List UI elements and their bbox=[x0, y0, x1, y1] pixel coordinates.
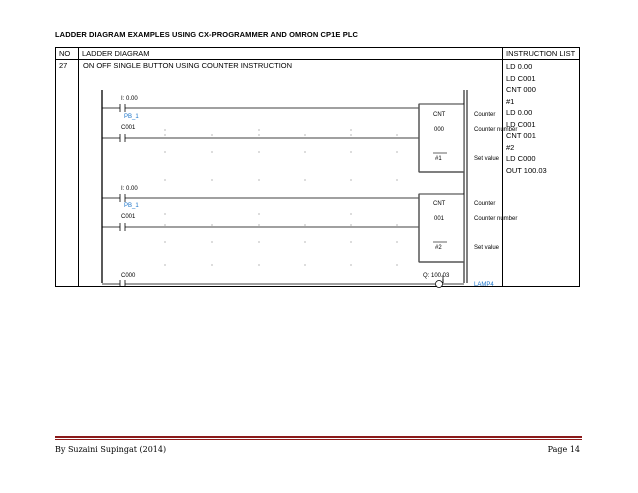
instruction-line: LD C001 bbox=[506, 73, 536, 83]
ladder-example-table bbox=[55, 47, 580, 287]
rung3-coil-icon bbox=[436, 281, 443, 288]
rung1-side-counter: Counter bbox=[474, 112, 496, 118]
rung2-contact-name: PB_1 bbox=[124, 203, 139, 209]
rung2-counter-number: 001 bbox=[434, 216, 445, 222]
footer-page-number: Page 14 bbox=[547, 445, 580, 454]
document-title: LADDER DIAGRAM EXAMPLES USING CX-PROGRAMMER AND OMRON CP1E PLC bbox=[55, 30, 359, 39]
header-no: NO bbox=[56, 48, 79, 60]
rung1-set-value: #1 bbox=[435, 156, 442, 162]
footer-author: By Suzaini Supingat (2014) bbox=[55, 445, 167, 454]
rung2-address: I: 0.00 bbox=[121, 186, 138, 192]
rung2-side-counter: Counter bbox=[474, 201, 496, 207]
rung2-side-counter-number: Counter number bbox=[474, 216, 518, 222]
rung2-reset-label: C001 bbox=[121, 214, 136, 220]
footer-rule-thin bbox=[55, 439, 582, 440]
rung2-set-value: #2 bbox=[435, 245, 442, 251]
rung3-output-address: Q: 100.03 bbox=[423, 273, 450, 279]
instruction-list-cell bbox=[503, 60, 580, 287]
rung2-side-set-value: Set value bbox=[474, 245, 500, 251]
ladder-diagram-cell bbox=[79, 60, 518, 288]
rung1-counter-type: CNT bbox=[433, 112, 446, 118]
instruction-line: OUT 100.03 bbox=[506, 165, 547, 175]
instruction-line: CNT 000 bbox=[506, 85, 536, 94]
rung1-side-counter-number: Counter number bbox=[474, 127, 518, 133]
rung3-contact-label: C000 bbox=[121, 273, 136, 279]
rung-3 bbox=[102, 273, 494, 288]
ladder-diagram bbox=[79, 60, 518, 288]
instruction-line: #1 bbox=[506, 96, 515, 106]
instruction-line: LD 0.00 bbox=[506, 108, 533, 117]
rung-1 bbox=[102, 96, 517, 172]
table-header-row bbox=[56, 48, 580, 60]
header-ladder-diagram: LADDER DIAGRAM bbox=[79, 48, 503, 60]
footer-rule bbox=[55, 436, 582, 438]
instruction-line: CNT 001 bbox=[506, 131, 536, 140]
rung-2 bbox=[102, 186, 517, 262]
rung2-counter-type: CNT bbox=[433, 201, 446, 207]
rung1-reset-label: C001 bbox=[121, 125, 136, 131]
rung3-output-name: LAMP4 bbox=[474, 282, 494, 288]
rung1-counter-number: 000 bbox=[434, 127, 445, 133]
instruction-line: LD C001 bbox=[506, 119, 536, 129]
header-instruction-list: INSTRUCTION LIST bbox=[503, 48, 580, 60]
instruction-line: #2 bbox=[506, 142, 515, 152]
rung1-side-set-value: Set value bbox=[474, 156, 500, 162]
row-number: 27 bbox=[56, 60, 79, 287]
table-row bbox=[56, 60, 580, 287]
rung1-contact-name: PB_1 bbox=[124, 114, 139, 120]
rung1-address: I: 0.00 bbox=[121, 96, 138, 102]
instruction-line: LD C000 bbox=[506, 154, 536, 163]
diagram-title: ON OFF SINGLE BUTTON USING COUNTER INSTRUCTION bbox=[83, 61, 293, 70]
instruction-line: LD 0.00 bbox=[506, 62, 533, 71]
